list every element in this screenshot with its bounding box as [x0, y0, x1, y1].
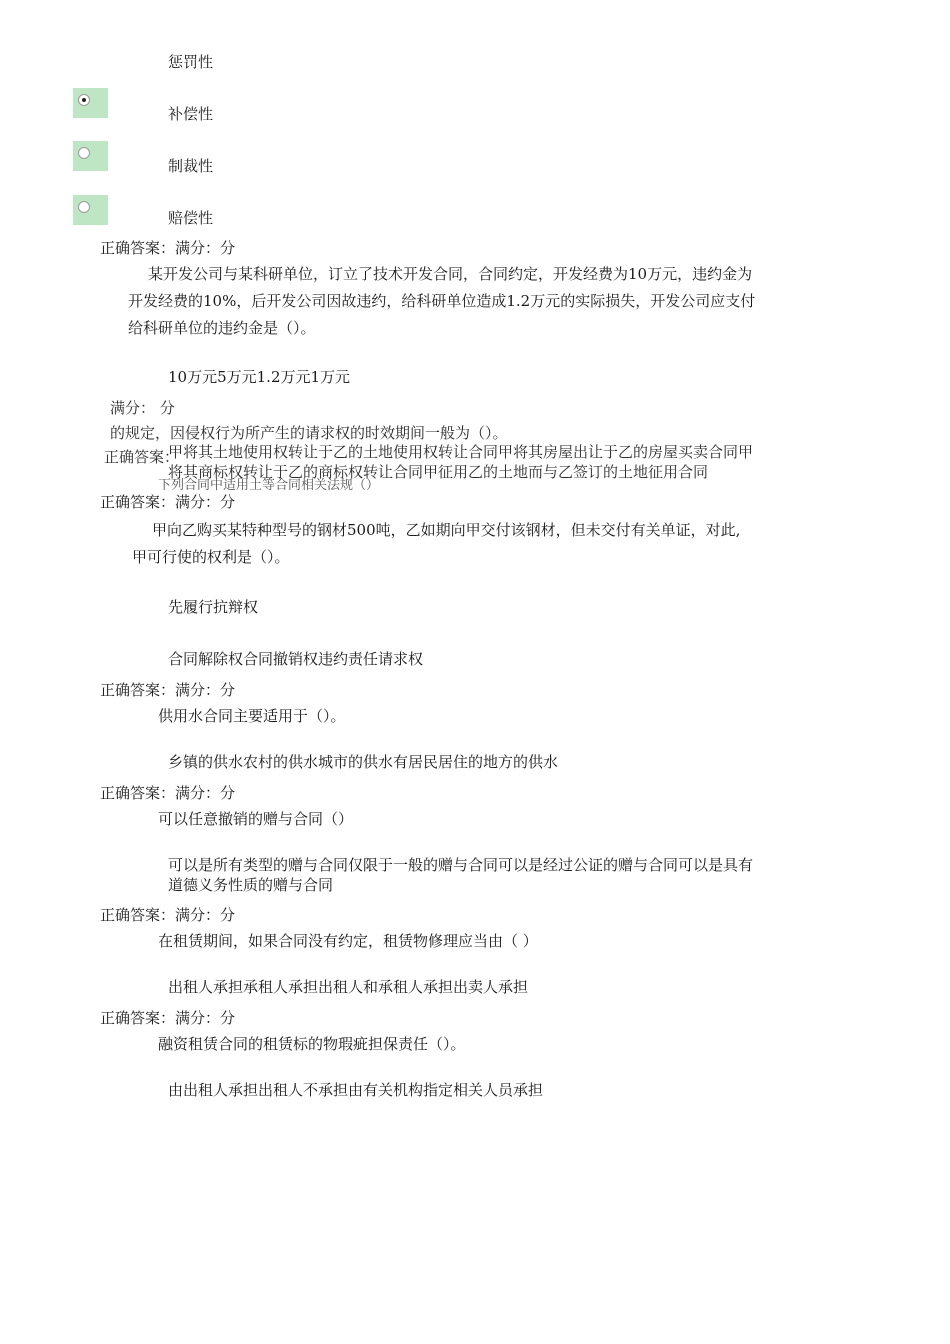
q4-stem-line-2: 甲可行使的权利是（）。: [132, 548, 290, 566]
q3-options-line-2: 将其商标权转让于乙的商标权转让合同甲征用乙的土地而与乙签订的土地征用合同: [168, 463, 709, 481]
q1-option-2-radio[interactable]: [73, 88, 108, 118]
radio-checked-icon: [78, 94, 90, 106]
q8-options: 由出租人承担出租人不承担由有关机构指定相关人员承担: [168, 1081, 544, 1099]
q5-answer-label: 正确答案：满分：分: [100, 784, 236, 802]
q7-answer-label: 正确答案：满分：分: [100, 1009, 236, 1027]
q8-stem: 融资租赁合同的租赁标的物瑕疵担保责任（）。: [158, 1035, 466, 1053]
q1-option-3-radio[interactable]: [73, 141, 108, 171]
q7-options: 出租人承担承租人承担出租人和承租人承担出卖人承担: [168, 978, 529, 996]
q4-option-2: 合同解除权合同撤销权违约责任请求权: [168, 650, 424, 668]
q4-answer-label: 正确答案：满分：分: [100, 681, 236, 699]
q1-option-4-radio[interactable]: [73, 195, 108, 225]
q2-options: 10万元5万元1.2万元1万元: [168, 368, 351, 386]
q3-options-line-1: 甲将其土地使用权转让于乙的土地使用权转让合同甲将其房屋出让于乙的房屋买卖合同甲: [168, 443, 754, 461]
q1-option-2-label: 补偿性: [168, 105, 214, 123]
q6-options-line-2: 道德义务性质的赠与合同: [168, 876, 334, 894]
radio-unchecked-icon: [78, 201, 90, 213]
q2-stem-line-2: 开发经费的10%，后开发公司因故违约，给科研单位造成1.2万元的实际损失，开发公司应支付: [128, 292, 756, 310]
q3-answer-prefix: 正确答案：: [104, 448, 180, 466]
q4-stem-line-1: 甲向乙购买某特种型号的钢材500吨，乙如期向甲交付该钢材，但未交付有关单证，对此,: [152, 521, 741, 539]
q1-answer-label: 正确答案：满分：分: [100, 239, 236, 257]
q6-options-line-1: 可以是所有类型的赠与合同仅限于一般的赠与合同可以是经过公证的赠与合同可以是具有: [168, 856, 754, 874]
q5-stem: 供用水合同主要适用于（）。: [158, 707, 346, 725]
q3-stem-overlap: 下列合同中适用土等合同相关法规（）: [158, 478, 380, 493]
radio-unchecked-icon: [78, 147, 90, 159]
q7-stem: 在租赁期间，如果合同没有约定，租赁物修理应当由（ ）: [158, 932, 538, 950]
q6-answer-label: 正确答案：满分：分: [100, 906, 236, 924]
q3-answer-label: 正确答案：满分：分: [100, 493, 236, 511]
q1-option-1-label: 惩罚性: [168, 53, 214, 71]
q2-stem-line-1: 某开发公司与某科研单位，订立了技术开发合同，合同约定，开发经费为10万元，违约金为: [148, 265, 753, 283]
overlap-score-label: 满分： 分: [110, 399, 175, 417]
q5-options: 乡镇的供水农村的供水城市的供水有居民居住的地方的供水: [168, 753, 559, 771]
q2-stem-line-3: 给科研单位的违约金是（）。: [128, 319, 316, 337]
q1-option-3-label: 制裁性: [168, 157, 214, 175]
q6-stem: 可以任意撤销的赠与合同（）: [158, 810, 354, 828]
q4-option-1: 先履行抗辩权: [168, 598, 259, 616]
q3-stem: 的规定，因侵权行为所产生的请求权的时效期间一般为（）。: [110, 424, 508, 442]
q1-option-4-label: 赔偿性: [168, 209, 214, 227]
